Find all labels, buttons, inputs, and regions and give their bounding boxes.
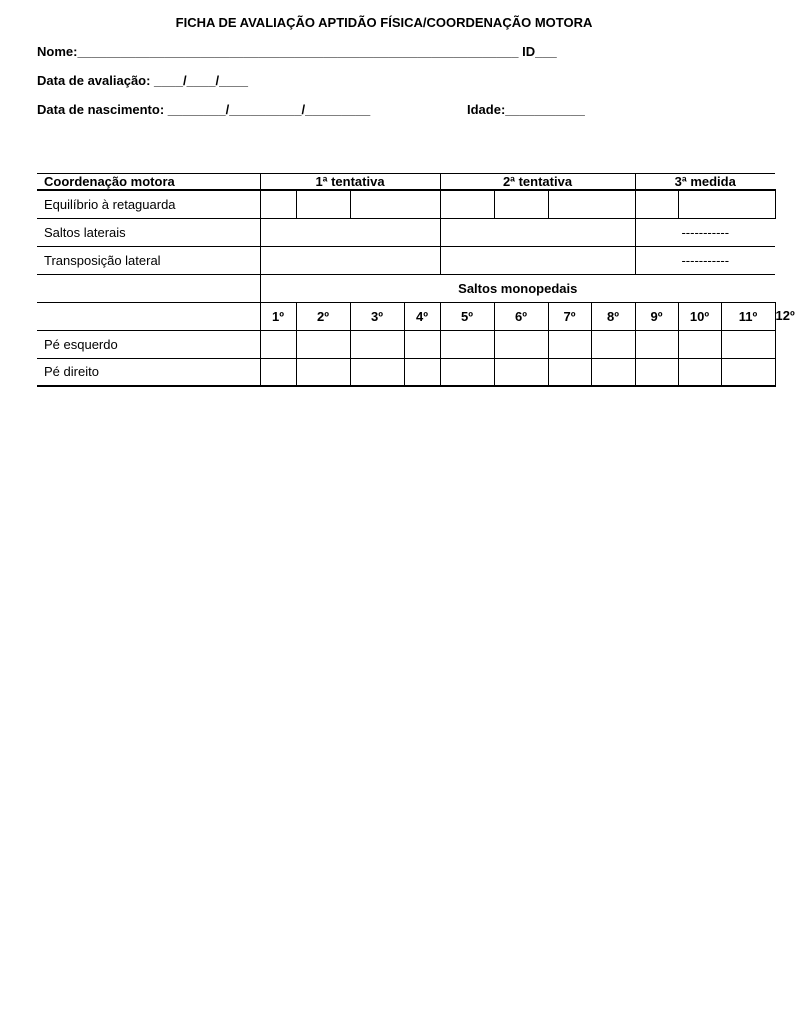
- pe-esquerdo-cell[interactable]: [440, 330, 494, 358]
- number-header: 10º: [678, 302, 721, 330]
- data-avaliacao-field[interactable]: Data de avaliação: ____/____/____: [37, 73, 249, 88]
- pe-direito-cell[interactable]: [296, 358, 350, 386]
- pe-esquerdo-cell[interactable]: [350, 330, 404, 358]
- transposicao-cell-1[interactable]: [260, 246, 440, 274]
- row-label-equilibrio: Equilíbrio à retaguarda: [37, 190, 260, 218]
- row-equilibrio: [37, 190, 775, 218]
- header-2a-tentativa: 2ª tentativa: [440, 174, 635, 191]
- number-header: 7º: [548, 302, 591, 330]
- equilibrio-cell[interactable]: [350, 190, 440, 218]
- saltos-laterais-cell-3: -----------: [635, 218, 775, 246]
- pe-direito-cell[interactable]: [678, 358, 721, 386]
- header-1a-tentativa: 1ª tentativa: [260, 174, 440, 191]
- pe-esquerdo-cell[interactable]: [494, 330, 548, 358]
- coordenacao-table: [37, 173, 795, 387]
- row-transposicao: [37, 246, 775, 274]
- pe-esquerdo-cell[interactable]: [260, 330, 296, 358]
- header-coordenacao-motora: Coordenação motora: [37, 174, 260, 191]
- saltos-laterais-cell-1[interactable]: [260, 218, 440, 246]
- data-nascimento-field[interactable]: Data de nascimento: ________/__________/_________: [37, 102, 371, 117]
- nome-field[interactable]: Nome:_____________________________________________________________ ID___: [37, 44, 557, 59]
- row-saltos-monopedais-header: [37, 274, 775, 302]
- number-header: 3º: [350, 302, 404, 330]
- idade-field[interactable]: Idade:___________: [467, 102, 585, 117]
- pe-esquerdo-cell[interactable]: [635, 330, 678, 358]
- pe-esquerdo-cell[interactable]: [548, 330, 591, 358]
- row-saltos-laterais: [37, 218, 775, 246]
- table-header-row: [37, 174, 775, 191]
- pe-direito-cell[interactable]: [494, 358, 548, 386]
- saltos-laterais-cell-2[interactable]: [440, 218, 635, 246]
- number-header: 9º: [635, 302, 678, 330]
- row-label-pe-direito: Pé direito: [37, 358, 260, 386]
- pe-esquerdo-cell[interactable]: [591, 330, 635, 358]
- row-label-saltos-laterais: Saltos laterais: [37, 218, 260, 246]
- pe-direito-cell[interactable]: [721, 358, 775, 386]
- pe-esquerdo-cell[interactable]: [404, 330, 440, 358]
- equilibrio-cell[interactable]: [635, 190, 678, 218]
- number-header: 8º: [591, 302, 635, 330]
- saltos-monopedais-header: Saltos monopedais: [260, 274, 775, 302]
- equilibrio-cell[interactable]: [678, 190, 775, 218]
- row-pe-direito: [37, 358, 775, 386]
- equilibrio-cell[interactable]: [494, 190, 548, 218]
- row-numbers: 1º 2º 3º 4º 5º 6º 7º 8º 9º 10º 11º 12º: [37, 302, 775, 330]
- equilibrio-cell[interactable]: [260, 190, 296, 218]
- equilibrio-cell[interactable]: [296, 190, 350, 218]
- row-label-transposicao: Transposição lateral: [37, 246, 260, 274]
- pe-direito-cell[interactable]: [260, 358, 296, 386]
- row-pe-esquerdo: [37, 330, 775, 358]
- transposicao-cell-2[interactable]: [440, 246, 635, 274]
- pe-direito-cell[interactable]: [591, 358, 635, 386]
- pe-esquerdo-cell[interactable]: [296, 330, 350, 358]
- pe-direito-cell[interactable]: [440, 358, 494, 386]
- number-header: 6º: [494, 302, 548, 330]
- number-header: 1º: [260, 302, 296, 330]
- transposicao-cell-3: -----------: [635, 246, 775, 274]
- empty-label-cell: [37, 274, 260, 302]
- row-label-pe-esquerdo: Pé esquerdo: [37, 330, 260, 358]
- pe-direito-cell[interactable]: [548, 358, 591, 386]
- pe-direito-cell[interactable]: [635, 358, 678, 386]
- equilibrio-cell[interactable]: [440, 190, 494, 218]
- header-3a-medida: 3ª medida: [635, 174, 775, 191]
- pe-direito-cell[interactable]: [404, 358, 440, 386]
- pe-esquerdo-cell[interactable]: [678, 330, 721, 358]
- pe-direito-cell[interactable]: [350, 358, 404, 386]
- empty-label-cell: [37, 302, 260, 330]
- equilibrio-cell[interactable]: [548, 190, 635, 218]
- number-header: 11º: [721, 302, 775, 330]
- number-header: 2º: [296, 302, 350, 330]
- page-title: FICHA DE AVALIAÇÃO APTIDÃO FÍSICA/COORDENAÇÃO MOTORA: [175, 15, 593, 30]
- number-header: 4º: [404, 302, 440, 330]
- number-header: 5º: [440, 302, 494, 330]
- pe-esquerdo-cell[interactable]: [721, 330, 775, 358]
